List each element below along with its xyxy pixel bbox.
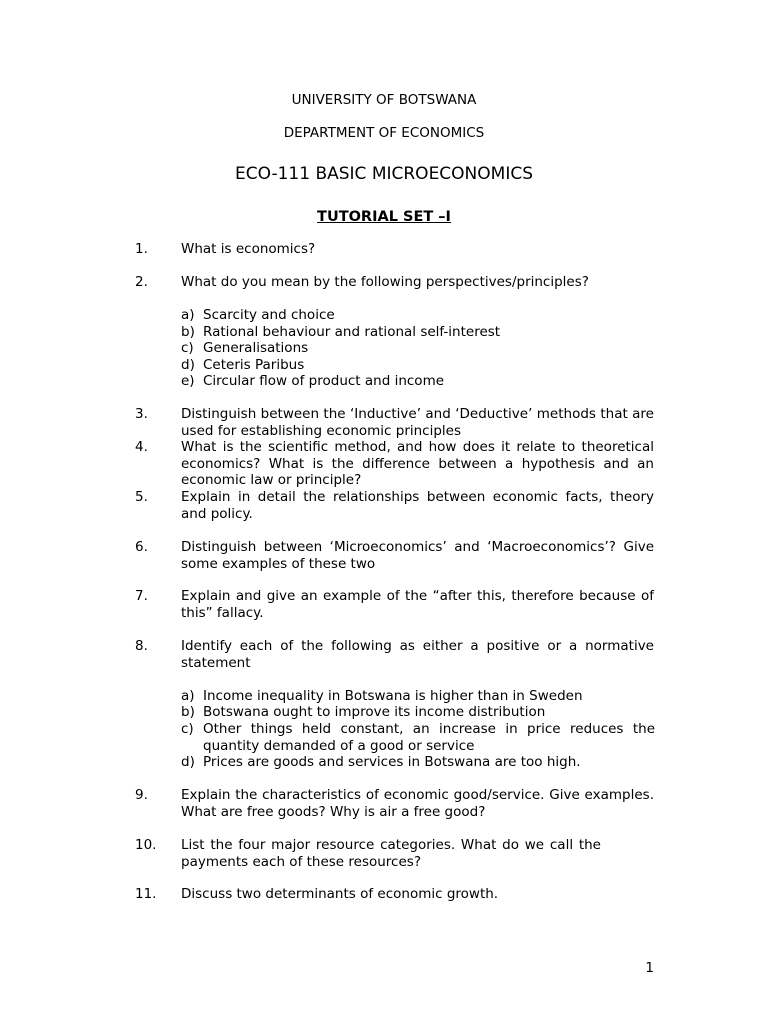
question-number: 8. (135, 638, 148, 654)
sub-item-text: Rational behaviour and rational self-interest (203, 324, 501, 340)
sub-item-text: Other things held constant, an increase in price reduces the quantity demanded of a good or service (203, 721, 655, 754)
sub-item-letter: c) (181, 721, 194, 737)
sub-item-letter: d) (181, 754, 195, 770)
sub-item-letter: c) (181, 340, 194, 356)
question-number: 2. (135, 274, 148, 290)
question-number: 11. (135, 886, 157, 902)
sub-item-text: Botswana ought to improve its income distribution (203, 704, 546, 720)
question-text: Distinguish between ‘Microeconomics’ and ‘Macroeconomics’? Give some examples of these two (181, 539, 654, 572)
sub-item-text: Ceteris Paribus (203, 357, 305, 373)
sub-item-text: Generalisations (203, 340, 309, 356)
question-number: 6. (135, 539, 148, 555)
question-text: What do you mean by the following perspectives/principles? (181, 274, 589, 290)
tutorial-title: TUTORIAL SET –I (317, 209, 451, 225)
question-number: 4. (135, 439, 148, 455)
question-text: Distinguish between the ‘Inductive’ and ‘Deductive’ methods that are used for establishing economic principles (181, 406, 654, 439)
sub-item-letter: b) (181, 704, 195, 720)
question-text: Discuss two determinants of economic growth. (181, 886, 499, 902)
question-number: 1. (135, 241, 148, 257)
sub-item-text: Circular flow of product and income (203, 373, 445, 389)
question-text: Explain the characteristics of economic good/service. Give examples. What are free goods? Why is air a free good? (181, 787, 654, 820)
sub-item-text: Scarcity and choice (203, 307, 335, 323)
sub-item-letter: a) (181, 688, 195, 704)
question-number: 7. (135, 588, 148, 604)
course-title: ECO-111 BASIC MICROECONOMICS (235, 164, 533, 184)
sub-item-text: Income inequality in Botswana is higher than in Sweden (203, 688, 583, 704)
question-number: 3. (135, 406, 148, 422)
question-number: 10. (135, 837, 157, 853)
university-heading: UNIVERSITY OF BOTSWANA (291, 92, 477, 108)
sub-item-letter: e) (181, 373, 195, 389)
question-text: List the four major resource categories. What do we call the payments each of these resources? (181, 837, 601, 870)
question-text: What is the scientific method, and how does it relate to theoretical economics? What is the difference between a hypothesis and an economic law or principle? (181, 439, 654, 489)
question-text: Explain in detail the relationships between economic facts, theory and policy. (181, 489, 654, 522)
question-number: 5. (135, 489, 148, 505)
department-heading: DEPARTMENT OF ECONOMICS (283, 125, 485, 141)
sub-item-text: Prices are goods and services in Botswana are too high. (203, 754, 581, 770)
question-text: Explain and give an example of the “after this, therefore because of this” fallacy. (181, 588, 654, 621)
page-number: 1 (645, 960, 654, 976)
question-text: What is economics? (181, 241, 316, 257)
question-text: Identify each of the following as either a positive or a normative statement (181, 638, 654, 671)
sub-item-letter: d) (181, 357, 195, 373)
sub-item-letter: a) (181, 307, 195, 323)
sub-item-letter: b) (181, 324, 195, 340)
question-number: 9. (135, 787, 148, 803)
